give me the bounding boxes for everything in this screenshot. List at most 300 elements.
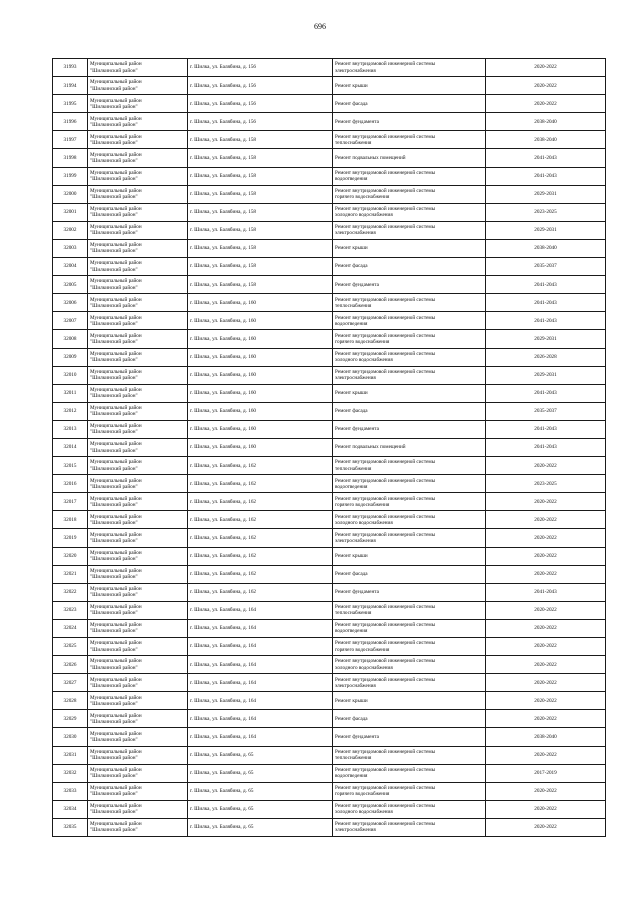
municipality-line: "Шилкинский район"	[90, 158, 138, 165]
municipality-line: "Шилкинский район"	[90, 501, 138, 508]
municipality-cell	[88, 529, 188, 547]
table-row	[53, 619, 606, 637]
work-type-cell	[333, 95, 486, 113]
period-cell: 2029-2031	[486, 366, 606, 384]
address-cell: г. Шилка, ул. Балябина, д. 162	[188, 565, 333, 583]
municipality-line: "Шилкинский район"	[90, 284, 138, 291]
row-number: 32033	[53, 782, 88, 800]
address-cell: г. Шилка, ул. Балябина, д. 156	[188, 59, 333, 77]
work-type-cell	[333, 420, 486, 438]
municipality-line: "Шилкинский район"	[90, 338, 138, 345]
municipality-line: "Шилкинский район"	[90, 827, 138, 834]
work-type-line: Ремонт внутридомовой инженерной системы	[335, 459, 436, 466]
table-row	[53, 366, 606, 384]
period-cell: 2020-2022	[486, 710, 606, 728]
municipality-line: Муниципальный район	[90, 242, 142, 249]
municipality-cell	[88, 348, 188, 366]
municipality-cell	[88, 674, 188, 692]
row-number: 32030	[53, 728, 88, 746]
work-type-line: электроснабжения	[335, 375, 376, 382]
work-type-line: Ремонт внутридомовой инженерной системы	[335, 133, 436, 140]
municipality-cell	[88, 746, 188, 764]
work-type-line: теплоснабжения	[335, 465, 372, 472]
page-number: 696	[314, 22, 326, 31]
work-type-cell	[333, 438, 486, 456]
period-cell: 2020-2022	[486, 656, 606, 674]
municipality-cell	[88, 728, 188, 746]
table-row	[53, 746, 606, 764]
municipality-line: Муниципальный район	[90, 79, 142, 86]
table-row	[53, 692, 606, 710]
municipality-line: "Шилкинский район"	[90, 556, 138, 563]
address-cell: г. Шилка, ул. Балябина, д. 164	[188, 728, 333, 746]
work-type-line: теплоснабжения	[335, 139, 372, 146]
work-type-line: водоотведения	[335, 773, 368, 780]
municipality-line: "Шилкинский район"	[90, 103, 138, 110]
municipality-line: Муниципальный район	[90, 169, 142, 176]
period-cell: 2038-2040	[486, 131, 606, 149]
municipality-line: Муниципальный район	[90, 658, 142, 665]
table-row	[53, 131, 606, 149]
municipality-line: Муниципальный район	[90, 712, 142, 719]
table-row	[53, 402, 606, 420]
period-cell: 2020-2022	[486, 692, 606, 710]
municipality-line: "Шилкинский район"	[90, 791, 138, 798]
work-type-cell	[333, 674, 486, 692]
municipality-line: Муниципальный район	[90, 513, 142, 520]
period-cell: 2020-2022	[486, 674, 606, 692]
row-number: 31994	[53, 77, 88, 95]
address-cell: г. Шилка, ул. Балябина, д. 156	[188, 77, 333, 95]
municipality-cell	[88, 167, 188, 185]
work-type-line: Ремонт внутридомовой инженерной системы	[335, 676, 436, 683]
work-type-cell	[333, 728, 486, 746]
work-type-cell	[333, 565, 486, 583]
table-row	[53, 493, 606, 511]
row-number: 32024	[53, 619, 88, 637]
municipality-cell	[88, 619, 188, 637]
repair-schedule-table	[52, 58, 606, 837]
work-type-line: Ремонт подвальных помещений	[335, 444, 406, 451]
municipality-cell	[88, 493, 188, 511]
period-cell: 2041-2043	[486, 420, 606, 438]
address-cell: г. Шилка, ул. Балябина, д. 65	[188, 746, 333, 764]
municipality-cell	[88, 366, 188, 384]
work-type-cell	[333, 656, 486, 674]
municipality-line: Муниципальный район	[90, 586, 142, 593]
period-cell: 2029-2031	[486, 221, 606, 239]
municipality-line: Муниципальный район	[90, 549, 142, 556]
address-cell: г. Шилка, ул. Балябина, д. 158	[188, 221, 333, 239]
period-cell: 2020-2022	[486, 511, 606, 529]
municipality-line: "Шилкинский район"	[90, 411, 138, 418]
municipality-line: "Шилкинский район"	[90, 393, 138, 400]
address-cell: г. Шилка, ул. Балябина, д. 160	[188, 384, 333, 402]
table-row	[53, 95, 606, 113]
period-cell: 2035-2037	[486, 402, 606, 420]
municipality-line: "Шилкинский район"	[90, 375, 138, 382]
period-cell: 2020-2022	[486, 59, 606, 77]
row-number: 32031	[53, 746, 88, 764]
work-type-line: электроснабжения	[335, 827, 376, 834]
row-number: 32001	[53, 203, 88, 221]
work-type-line: Ремонт фундамента	[335, 733, 379, 740]
municipality-line: "Шилкинский район"	[90, 737, 138, 744]
row-number: 32035	[53, 818, 88, 836]
period-cell: 2041-2043	[486, 312, 606, 330]
table-row	[53, 782, 606, 800]
address-cell: г. Шилка, ул. Балябина, д. 65	[188, 800, 333, 818]
table-row	[53, 221, 606, 239]
work-type-line: Ремонт внутридомовой инженерной системы	[335, 785, 436, 792]
work-type-cell	[333, 330, 486, 348]
table-row	[53, 77, 606, 95]
work-type-cell	[333, 457, 486, 475]
municipality-line: "Шилкинский район"	[90, 664, 138, 671]
municipality-line: Муниципальный район	[90, 622, 142, 629]
period-cell: 2020-2022	[486, 601, 606, 619]
address-cell: г. Шилка, ул. Балябина, д. 164	[188, 656, 333, 674]
municipality-cell	[88, 203, 188, 221]
address-cell: г. Шилка, ул. Балябина, д. 162	[188, 583, 333, 601]
municipality-line: Муниципальный район	[90, 441, 142, 448]
address-cell: г. Шилка, ул. Балябина, д. 65	[188, 764, 333, 782]
municipality-line: "Шилкинский район"	[90, 610, 138, 617]
work-type-line: электроснабжения	[335, 67, 376, 74]
work-type-cell	[333, 619, 486, 637]
work-type-line: горячего водоснабжения	[335, 338, 390, 345]
address-cell: г. Шилка, ул. Балябина, д. 164	[188, 710, 333, 728]
address-cell: г. Шилка, ул. Балябина, д. 164	[188, 601, 333, 619]
work-type-line: горячего водоснабжения	[335, 646, 390, 653]
municipality-cell	[88, 185, 188, 203]
work-type-line: водоотведения	[335, 628, 368, 635]
work-type-line: Ремонт фундамента	[335, 118, 379, 125]
municipality-line: "Шилкинский район"	[90, 447, 138, 454]
municipality-cell	[88, 638, 188, 656]
table-row	[53, 565, 606, 583]
row-number: 32009	[53, 348, 88, 366]
municipality-cell	[88, 420, 188, 438]
municipality-cell	[88, 710, 188, 728]
work-type-line: холодного водоснабжения	[335, 357, 393, 364]
municipality-line: Муниципальный район	[90, 368, 142, 375]
work-type-line: холодного водоснабжения	[335, 519, 393, 526]
municipality-cell	[88, 276, 188, 294]
period-cell: 2041-2043	[486, 583, 606, 601]
work-type-line: Ремонт внутридомовой инженерной системы	[335, 350, 436, 357]
address-cell: г. Шилка, ул. Балябина, д. 160	[188, 420, 333, 438]
work-type-cell	[333, 746, 486, 764]
period-cell: 2020-2022	[486, 95, 606, 113]
municipality-cell	[88, 258, 188, 276]
municipality-line: "Шилкинский район"	[90, 755, 138, 762]
period-cell: 2038-2040	[486, 113, 606, 131]
municipality-line: "Шилкинский район"	[90, 718, 138, 725]
municipality-line: "Шилкинский район"	[90, 248, 138, 255]
municipality-line: Муниципальный район	[90, 296, 142, 303]
municipality-line: "Шилкинский район"	[90, 194, 138, 201]
row-number: 31998	[53, 149, 88, 167]
table-row	[53, 710, 606, 728]
table-row	[53, 167, 606, 185]
municipality-cell	[88, 565, 188, 583]
period-cell: 2041-2043	[486, 294, 606, 312]
work-type-cell	[333, 638, 486, 656]
period-cell: 2029-2031	[486, 185, 606, 203]
municipality-line: "Шилкинский район"	[90, 67, 138, 74]
period-cell: 2041-2043	[486, 149, 606, 167]
municipality-line: Муниципальный район	[90, 115, 142, 122]
municipality-line: Муниципальный район	[90, 188, 142, 194]
period-cell: 2020-2022	[486, 529, 606, 547]
period-cell: 2020-2022	[486, 565, 606, 583]
row-number: 32000	[53, 185, 88, 203]
address-cell: г. Шилка, ул. Балябина, д. 164	[188, 674, 333, 692]
municipality-line: Муниципальный район	[90, 405, 142, 412]
municipality-cell	[88, 239, 188, 257]
work-type-cell	[333, 583, 486, 601]
municipality-cell	[88, 95, 188, 113]
municipality-line: "Шилкинский район"	[90, 465, 138, 472]
municipality-line: "Шилкинский район"	[90, 320, 138, 327]
municipality-cell	[88, 475, 188, 493]
work-type-cell	[333, 185, 486, 203]
work-type-line: горячего водоснабжения	[335, 501, 390, 508]
row-number: 32021	[53, 565, 88, 583]
work-type-line: Ремонт внутридомовой инженерной системы	[335, 61, 436, 68]
work-type-cell	[333, 167, 486, 185]
table-row	[53, 728, 606, 746]
address-cell: г. Шилка, ул. Балябина, д. 156	[188, 113, 333, 131]
address-cell: г. Шилка, ул. Балябина, д. 162	[188, 547, 333, 565]
municipality-line: Муниципальный район	[90, 61, 142, 68]
row-number: 32029	[53, 710, 88, 728]
table-row	[53, 475, 606, 493]
work-type-cell	[333, 149, 486, 167]
work-type-line: Ремонт внутридомовой инженерной системы	[335, 640, 436, 647]
work-type-line: Ремонт крыши	[335, 390, 368, 397]
period-cell: 2020-2022	[486, 457, 606, 475]
table-row	[53, 384, 606, 402]
table-row	[53, 674, 606, 692]
row-number: 31999	[53, 167, 88, 185]
row-number: 32026	[53, 656, 88, 674]
work-type-line: холодного водоснабжения	[335, 809, 393, 816]
municipality-cell	[88, 583, 188, 601]
work-type-cell	[333, 77, 486, 95]
period-cell: 2041-2043	[486, 384, 606, 402]
municipality-line: Муниципальный район	[90, 730, 142, 737]
period-cell: 2041-2043	[486, 167, 606, 185]
row-number: 32020	[53, 547, 88, 565]
work-type-cell	[333, 475, 486, 493]
work-type-line: Ремонт внутридомовой инженерной системы	[335, 622, 436, 629]
municipality-line: "Шилкинский район"	[90, 537, 138, 544]
work-type-cell	[333, 131, 486, 149]
work-type-cell	[333, 276, 486, 294]
work-type-line: Ремонт внутридомовой инженерной системы	[335, 531, 436, 538]
row-number: 32002	[53, 221, 88, 239]
municipality-line: "Шилкинский район"	[90, 592, 138, 599]
work-type-line: Ремонт внутридомовой инженерной системы	[335, 224, 436, 231]
row-number: 32012	[53, 402, 88, 420]
address-cell: г. Шилка, ул. Балябина, д. 162	[188, 493, 333, 511]
address-cell: г. Шилка, ул. Балябина, д. 65	[188, 818, 333, 836]
municipality-line: "Шилкинский район"	[90, 773, 138, 780]
row-number: 32034	[53, 800, 88, 818]
municipality-line: Муниципальный район	[90, 260, 142, 267]
period-cell: 2020-2022	[486, 619, 606, 637]
period-cell: 2020-2022	[486, 547, 606, 565]
work-type-line: Ремонт внутридомовой инженерной системы	[335, 169, 436, 176]
municipality-cell	[88, 312, 188, 330]
work-type-line: электроснабжения	[335, 682, 376, 689]
municipality-line: Муниципальный район	[90, 133, 142, 140]
address-cell: г. Шилка, ул. Балябина, д. 160	[188, 366, 333, 384]
work-type-line: Ремонт внутридомовой инженерной системы	[335, 803, 436, 810]
table-row	[53, 348, 606, 366]
address-cell: г. Шилка, ул. Балябина, д. 160	[188, 348, 333, 366]
row-number: 32016	[53, 475, 88, 493]
table-row	[53, 457, 606, 475]
address-cell: г. Шилка, ул. Балябина, д. 164	[188, 638, 333, 656]
municipality-cell	[88, 149, 188, 167]
municipality-line: Муниципальный район	[90, 459, 142, 466]
work-type-cell	[333, 511, 486, 529]
work-type-cell	[333, 529, 486, 547]
work-type-line: Ремонт внутридомовой инженерной системы	[335, 477, 436, 484]
row-number: 32014	[53, 438, 88, 456]
municipality-cell	[88, 294, 188, 312]
row-number: 32013	[53, 420, 88, 438]
municipality-cell	[88, 402, 188, 420]
period-cell: 2026-2028	[486, 348, 606, 366]
table-row	[53, 511, 606, 529]
period-cell: 2020-2022	[486, 782, 606, 800]
municipality-line: "Шилкинский район"	[90, 700, 138, 707]
address-cell: г. Шилка, ул. Балябина, д. 162	[188, 529, 333, 547]
row-number: 32004	[53, 258, 88, 276]
work-type-cell	[333, 294, 486, 312]
municipality-cell	[88, 656, 188, 674]
address-cell: г. Шилка, ул. Балябина, д. 160	[188, 438, 333, 456]
municipality-line: "Шилкинский район"	[90, 483, 138, 490]
table-row	[53, 276, 606, 294]
work-type-cell	[333, 764, 486, 782]
work-type-line: Ремонт внутридомовой инженерной системы	[335, 748, 436, 755]
municipality-line: "Шилкинский район"	[90, 212, 138, 219]
work-type-cell	[333, 601, 486, 619]
municipality-line: Муниципальный район	[90, 604, 142, 611]
municipality-line: "Шилкинский район"	[90, 429, 138, 436]
municipality-line: Муниципальный район	[90, 332, 142, 339]
work-type-cell	[333, 818, 486, 836]
table-row	[53, 529, 606, 547]
municipality-cell	[88, 330, 188, 348]
municipality-cell	[88, 692, 188, 710]
work-type-line: холодного водоснабжения	[335, 664, 393, 671]
row-number: 32018	[53, 511, 88, 529]
period-cell: 2041-2043	[486, 438, 606, 456]
address-cell: г. Шилка, ул. Балябина, д. 65	[188, 782, 333, 800]
municipality-cell	[88, 221, 188, 239]
work-type-line: горячего водоснабжения	[335, 194, 390, 201]
address-cell: г. Шилка, ул. Балябина, д. 162	[188, 475, 333, 493]
row-number: 32023	[53, 601, 88, 619]
work-type-cell	[333, 384, 486, 402]
municipality-line: Муниципальный район	[90, 206, 142, 213]
period-cell: 2041-2043	[486, 276, 606, 294]
work-type-line: Ремонт внутридомовой инженерной системы	[335, 368, 436, 375]
row-number: 32010	[53, 366, 88, 384]
row-number: 32019	[53, 529, 88, 547]
work-type-line: Ремонт крыши	[335, 552, 368, 559]
municipality-cell	[88, 764, 188, 782]
address-cell: г. Шилка, ул. Балябина, д. 158	[188, 203, 333, 221]
address-cell: г. Шилка, ул. Балябина, д. 158	[188, 131, 333, 149]
work-type-cell	[333, 366, 486, 384]
work-type-cell	[333, 782, 486, 800]
work-type-cell	[333, 402, 486, 420]
work-type-cell	[333, 59, 486, 77]
table-row	[53, 656, 606, 674]
municipality-line: Муниципальный район	[90, 785, 142, 792]
municipality-line: "Шилкинский район"	[90, 176, 138, 183]
work-type-line: теплоснабжения	[335, 302, 372, 309]
table-row	[53, 438, 606, 456]
municipality-line: Муниципальный район	[90, 495, 142, 502]
row-number: 31996	[53, 113, 88, 131]
work-type-line: Ремонт фундамента	[335, 281, 379, 288]
work-type-line: Ремонт фундамента	[335, 589, 379, 596]
period-cell: 2038-2040	[486, 728, 606, 746]
municipality-line: Муниципальный район	[90, 821, 142, 828]
work-type-cell	[333, 547, 486, 565]
row-number: 32017	[53, 493, 88, 511]
municipality-line: Муниципальный район	[90, 423, 142, 430]
period-cell: 2020-2022	[486, 493, 606, 511]
municipality-line: Муниципальный район	[90, 531, 142, 538]
work-type-line: горячего водоснабжения	[335, 791, 390, 798]
table-row	[53, 113, 606, 131]
work-type-line: Ремонт крыши	[335, 245, 368, 252]
municipality-cell	[88, 800, 188, 818]
row-number: 32011	[53, 384, 88, 402]
municipality-line: Муниципальный район	[90, 803, 142, 810]
table-row	[53, 818, 606, 836]
municipality-line: "Шилкинский район"	[90, 121, 138, 128]
municipality-cell	[88, 113, 188, 131]
period-cell: 2035-2037	[486, 258, 606, 276]
period-cell: 2020-2022	[486, 746, 606, 764]
municipality-line: Муниципальный район	[90, 387, 142, 394]
address-cell: г. Шилка, ул. Балябина, д. 158	[188, 149, 333, 167]
work-type-cell	[333, 258, 486, 276]
municipality-line: "Шилкинский район"	[90, 574, 138, 581]
row-number: 31993	[53, 59, 88, 77]
table-row	[53, 601, 606, 619]
address-cell: г. Шилка, ул. Балябина, д. 164	[188, 619, 333, 637]
address-cell: г. Шилка, ул. Балябина, д. 158	[188, 276, 333, 294]
work-type-line: электроснабжения	[335, 230, 376, 237]
municipality-cell	[88, 547, 188, 565]
municipality-cell	[88, 384, 188, 402]
row-number: 32015	[53, 457, 88, 475]
period-cell: 2020-2022	[486, 818, 606, 836]
work-type-cell	[333, 203, 486, 221]
work-type-line: Ремонт внутридомовой инженерной системы	[335, 296, 436, 303]
